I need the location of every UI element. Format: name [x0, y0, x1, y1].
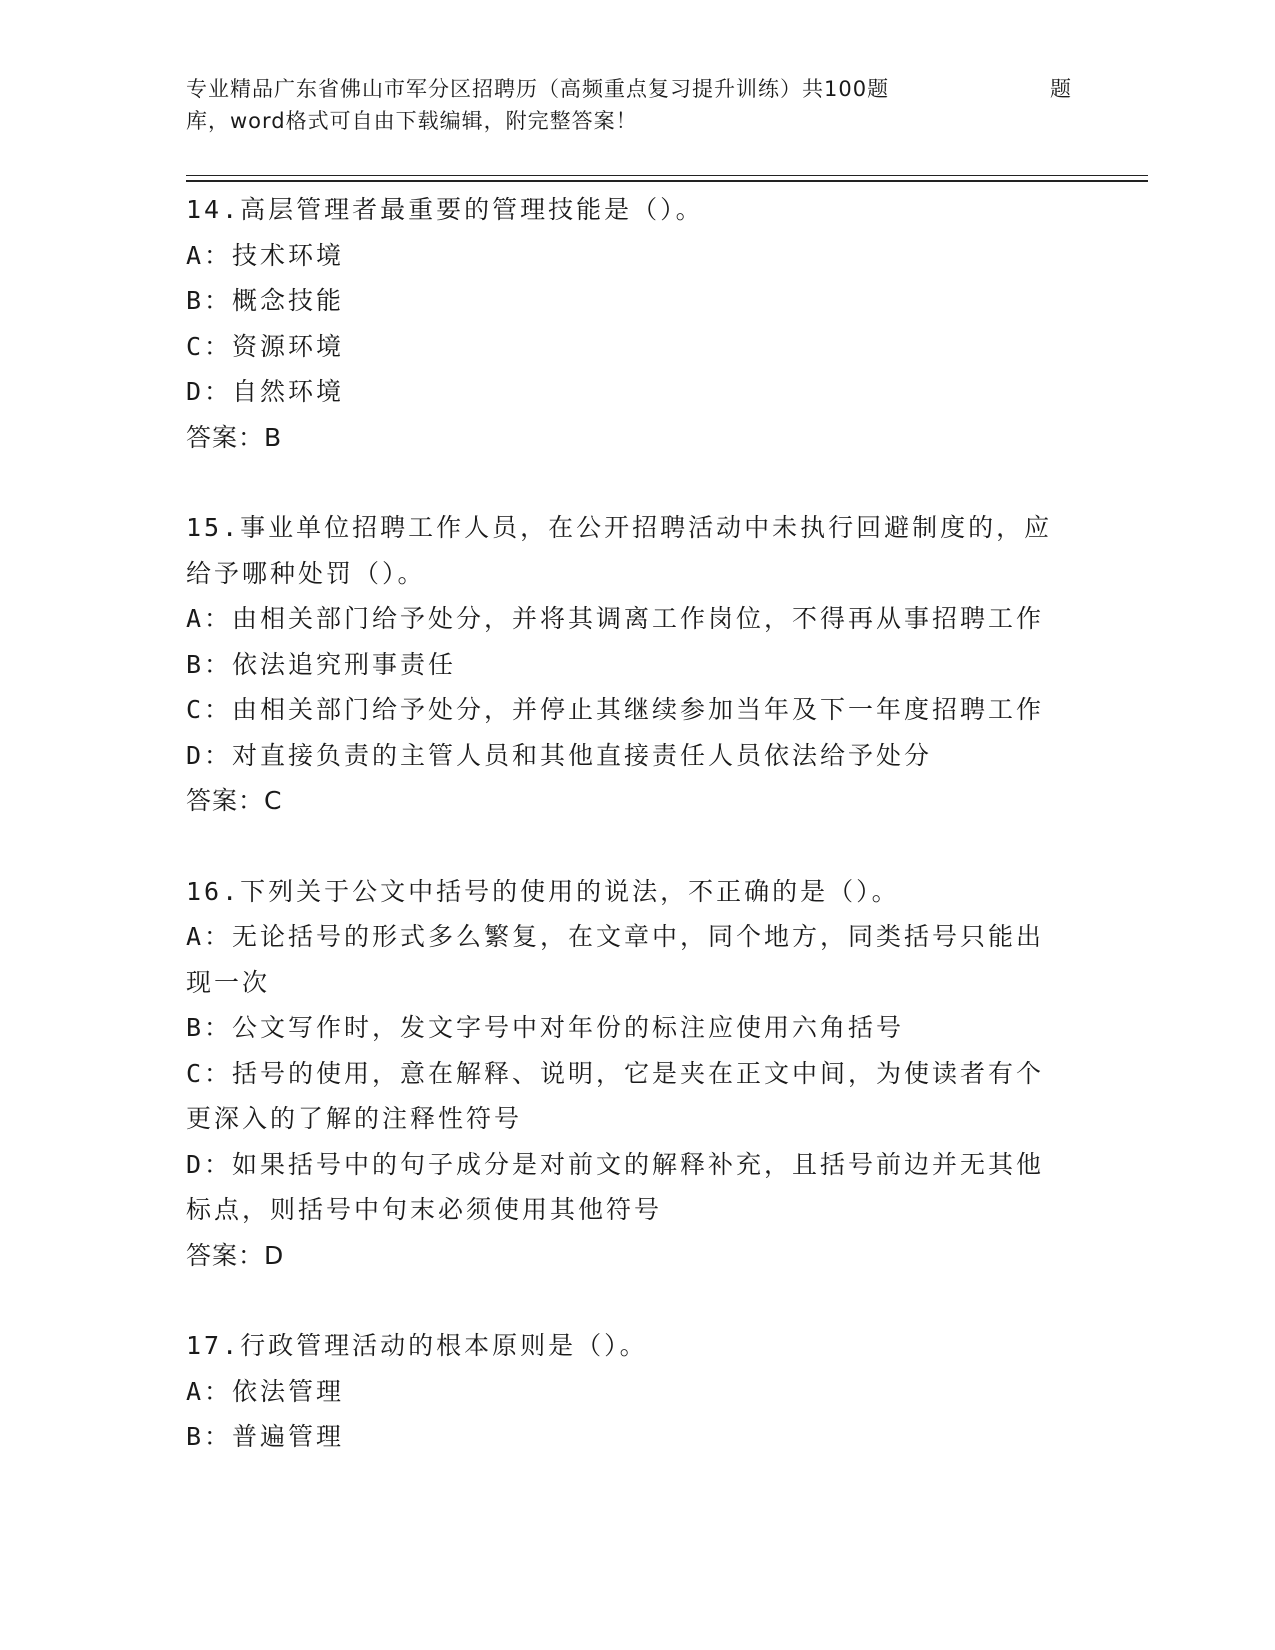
option-line: C：由相关部门给予处分，并停止其继续参加当年及下一年度招聘工作 — [186, 695, 1045, 724]
answer-line: 答案：C — [186, 786, 283, 815]
option-line: B：依法追究刑事责任 — [186, 649, 457, 679]
question-block — [186, 505, 1086, 824]
option-line: A：无论括号的形式多么繁复，在文章中，同个地方，同类括号只能出 — [186, 922, 1045, 951]
document-header — [186, 73, 1086, 137]
option-line: B：概念技能 — [186, 286, 345, 315]
header-title-text: 专业精品广东省佛山市军分区招聘历（高频重点复习提升训练）共100题 — [186, 77, 890, 101]
question-stem: 15.事业单位招聘工作人员，在公开招聘活动中未执行回避制度的，应 — [186, 513, 1053, 542]
question-stem: 16.下列关于公文中括号的使用的说法，不正确的是（）。 — [186, 876, 900, 906]
option-line: A：由相关部门给予处分，并将其调离工作岗位，不得再从事招聘工作 — [186, 604, 1045, 633]
option-line: A：依法管理 — [186, 1376, 345, 1406]
question-stem: 17.行政管理活动的根本原则是（）。 — [186, 1331, 648, 1360]
option-line: B：公文写作时，发文字号中对年份的标注应使用六角括号 — [186, 1013, 905, 1042]
answer-line: 答案：D — [186, 1240, 285, 1270]
option-line: 更深入的了解的注释性符号 — [186, 1104, 523, 1133]
option-line: C：资源环境 — [186, 331, 345, 361]
header-divider-thick — [186, 180, 1148, 182]
option-line: A：技术环境 — [186, 240, 345, 270]
question-stem: 14.高层管理者最重要的管理技能是（）。 — [186, 195, 704, 224]
option-line: 现一次 — [186, 967, 271, 997]
answer-line: 答案：B — [186, 422, 283, 452]
option-line: D：对直接负责的主管人员和其他直接责任人员依法给予处分 — [186, 740, 933, 770]
option-line: D：自然环境 — [186, 377, 345, 406]
question-block — [186, 1323, 1086, 1460]
question-stem: 给予哪种处罚（）。 — [186, 558, 426, 588]
question-block — [186, 869, 1086, 1279]
header-title-tail: 题 — [1050, 77, 1072, 101]
header-divider-thin — [186, 175, 1148, 176]
option-line: 标点，则括号中句末必须使用其他符号 — [186, 1195, 663, 1224]
option-line: C：括号的使用，意在解释、说明，它是夹在正文中间，为使读者有个 — [186, 1058, 1045, 1088]
option-line: B：普遍管理 — [186, 1422, 345, 1451]
header-line-1 — [186, 73, 1086, 105]
option-line: D：如果括号中的句子成分是对前文的解释补充，且括号前边并无其他 — [186, 1149, 1045, 1179]
header-line-2: 库，word格式可自由下载编辑，附完整答案！ — [186, 109, 638, 133]
question-list — [186, 187, 1086, 1505]
question-block — [186, 187, 1086, 460]
